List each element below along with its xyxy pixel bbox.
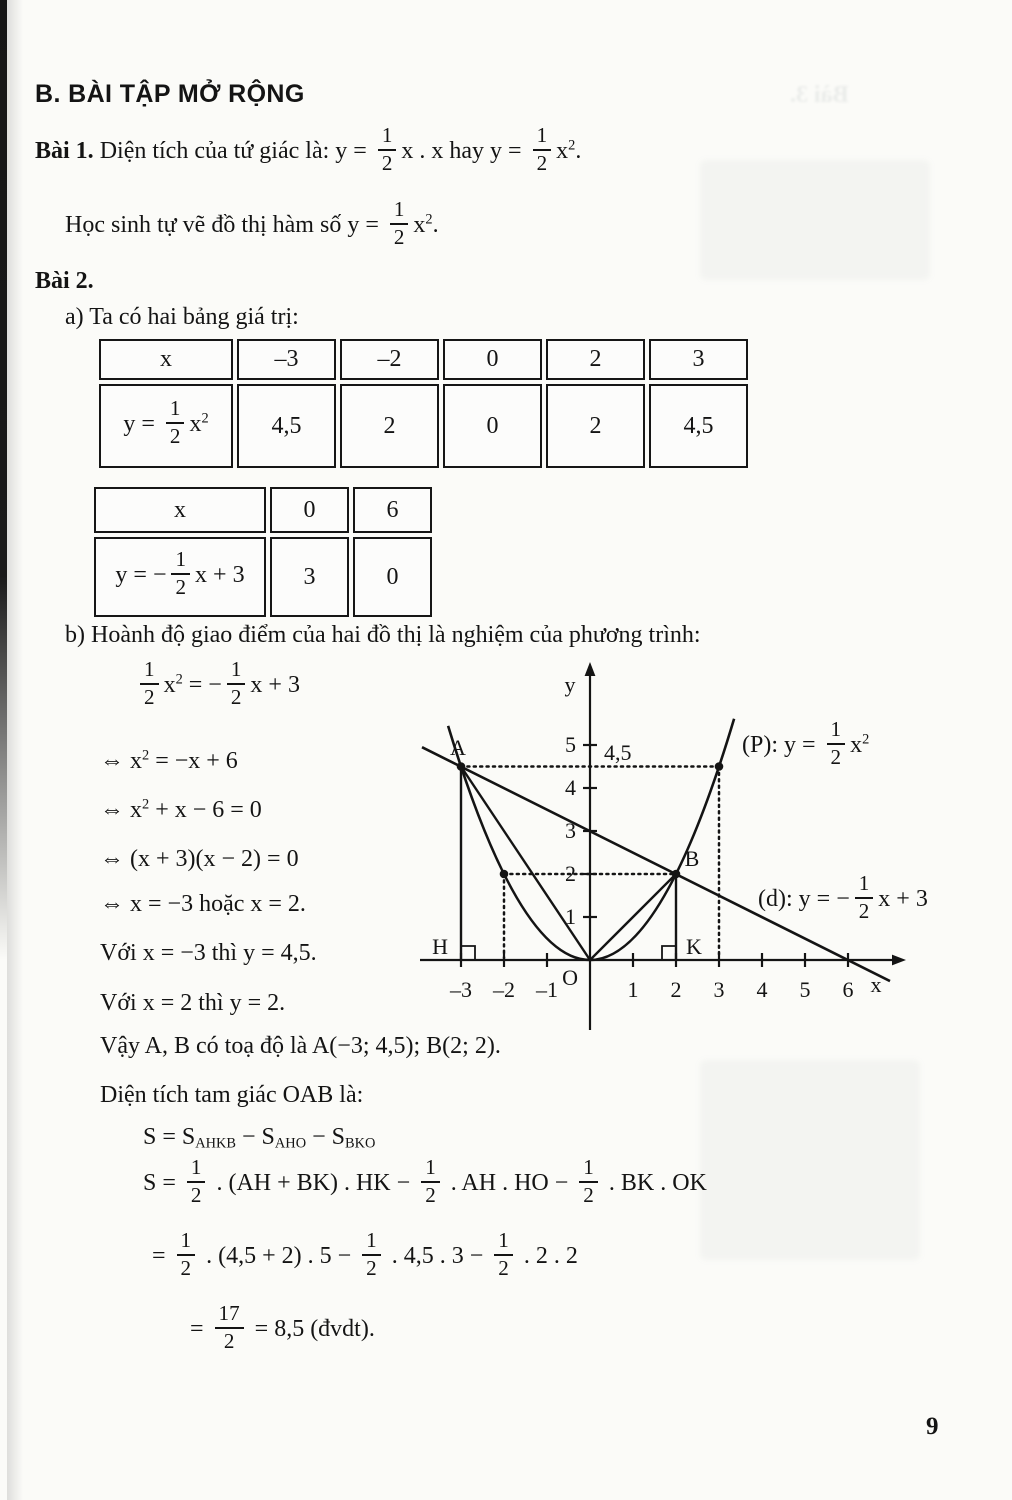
x-axis-arrow — [892, 955, 906, 966]
table-cell: 0 — [353, 537, 432, 617]
scan-edge-gradient — [7, 0, 23, 1500]
table-cell: 3 — [270, 537, 349, 617]
x-tick-label: –3 — [450, 977, 472, 1002]
table-row — [99, 384, 748, 468]
y-axis-arrow — [585, 662, 596, 676]
bleedthrough-smudge — [700, 1060, 920, 1260]
table-row — [94, 487, 432, 533]
x-tick-label: 1 — [627, 977, 639, 1002]
table-cell: –2 — [340, 339, 439, 380]
table-row — [94, 537, 432, 617]
table-header-x: x — [99, 339, 233, 380]
x-tick-label: –2 — [493, 977, 515, 1002]
point-B — [672, 870, 681, 879]
table-cell: 2 — [546, 384, 645, 468]
y-tick-label: 5 — [565, 732, 576, 757]
y-tick-label: 2 — [565, 861, 576, 886]
point-A — [457, 762, 466, 771]
section-title: B. BÀI TẬP MỞ RỘNG — [35, 80, 305, 108]
table-cell: 4,5 — [237, 384, 336, 468]
right-angle-mark-K — [662, 946, 676, 960]
segment-OB — [590, 874, 676, 960]
area-formula-line: = $\frac{17}{2}$ = 8,5 (đvdt). — [190, 1301, 375, 1353]
equation-line: Với x = 2 thì y = 2. — [100, 990, 286, 1016]
value-table-parabola — [95, 335, 752, 472]
table-row — [99, 339, 748, 380]
table-cell: 0 — [270, 487, 349, 533]
y-tick-label: 3 — [565, 818, 576, 843]
table-row-label: y = $\frac{1}{2}$ $x^2$ — [99, 384, 233, 468]
table-cell: 6 — [353, 487, 432, 533]
label-H: H — [432, 934, 448, 959]
parabola-equation-label: (P): y = $\frac{1}{2}$ $x^2$ — [742, 717, 870, 769]
area-formula-line: = $\frac{1}{2}$ . (4,5 + 2) . 5 − $\frac{1}{2}$ . 4,5 . 3 − $\frac{1}{2}$ . 2 . 2 — [152, 1228, 578, 1280]
point-minus2-2 — [500, 870, 509, 879]
y-tick-label: 4 — [565, 775, 576, 800]
bai1-line2: Học sinh tự vẽ đồ thị hàm số y = $\frac{1}{2}$ $x^2$. — [65, 197, 439, 249]
conclusion-line: Vậy A, B có toạ độ là A(−3; 4,5); B(2; 2). — [100, 1033, 501, 1059]
table-header-x: x — [94, 487, 266, 533]
point-3-45 — [715, 762, 724, 771]
area-formula-line: $S = S_{AHKB} - S_{AHO} - S_{BKO}$ — [143, 1124, 376, 1152]
bleedthrough-smudge — [700, 160, 930, 280]
y-tick-label: 1 — [565, 904, 576, 929]
origin-label: O — [562, 965, 578, 990]
x-axis-label: x — [870, 972, 882, 997]
x-tick-label: 5 — [799, 977, 811, 1002]
equation-line: $\frac{1}{2}$ $x^2$ = − $\frac{1}{2}$ x + 3 — [135, 662, 300, 711]
area-intro-line: Diện tích tam giác OAB là: — [100, 1082, 364, 1108]
line-equation-label: (d): y = − $\frac{1}{2}$ x + 3 — [758, 871, 928, 923]
bai1-label: Bài 1. — [35, 138, 94, 165]
label-A: A — [450, 735, 466, 760]
bai2-part-b: b) Hoành độ giao điểm của hai đồ thị là nghiệm của phương trình: — [65, 622, 701, 648]
page-number: 9 — [926, 1413, 939, 1440]
label-B: B — [684, 846, 700, 871]
x-tick-labels — [449, 977, 854, 1002]
x-tick-label: 4 — [756, 977, 768, 1002]
table-cell: 4,5 — [649, 384, 748, 468]
value-table-line — [90, 483, 436, 621]
equation-line: ⇔ $x^2 = -x + 6$ — [100, 747, 238, 774]
table-cell: 3 — [649, 339, 748, 380]
y-tick-labels — [565, 732, 576, 929]
equation-line: ⇔ (x + 3)(x − 2) = 0 — [100, 846, 299, 872]
bai1-text: Diện tích của tứ giác là: y = $\frac{1}{2}$ x . x hay y = $\frac{1}{2}$ $x^2$. — [93, 123, 582, 175]
bai1-line1 — [35, 123, 582, 177]
x-tick-label: 3 — [713, 977, 725, 1002]
figure-canvas — [420, 650, 1010, 1045]
table-cell: 0 — [443, 339, 542, 380]
table-row-label: y = − $\frac{1}{2}$ x + 3 — [94, 537, 266, 617]
x-tick-label: 6 — [842, 977, 854, 1002]
line-d — [422, 747, 890, 981]
table-cell: –3 — [237, 339, 336, 380]
bai2-part-a: a) Ta có hai bảng giá trị: — [65, 304, 299, 330]
table-cell: 2 — [340, 384, 439, 468]
right-angle-mark-H — [461, 946, 475, 960]
table-cell: 2 — [546, 339, 645, 380]
label-K: K — [686, 934, 702, 959]
bai2-label: Bài 2. — [35, 268, 94, 294]
label-4-5: 4,5 — [604, 740, 632, 765]
area-formula-line: S = $\frac{1}{2}$ . (AH + BK) . HK − $\frac{1}{2}$ . AH . HO − $\frac{1}{2}$ . BK . OK — [143, 1155, 707, 1207]
table-cell: 0 — [443, 384, 542, 468]
x-tick-label: –1 — [536, 977, 558, 1002]
coordinate-figure — [420, 650, 1010, 1045]
bleedthrough-text: Bài 3. — [790, 82, 849, 108]
y-axis-label: y — [564, 672, 576, 697]
x-tick-label: 2 — [670, 977, 682, 1002]
scan-edge-shadow — [0, 0, 7, 960]
equation-line: ⇔ $x^2 + x - 6 = 0$ — [100, 796, 262, 823]
equation-line: Với x = −3 thì y = 4,5. — [100, 940, 317, 966]
equation-line: ⇔ x = −3 hoặc x = 2. — [100, 891, 306, 917]
